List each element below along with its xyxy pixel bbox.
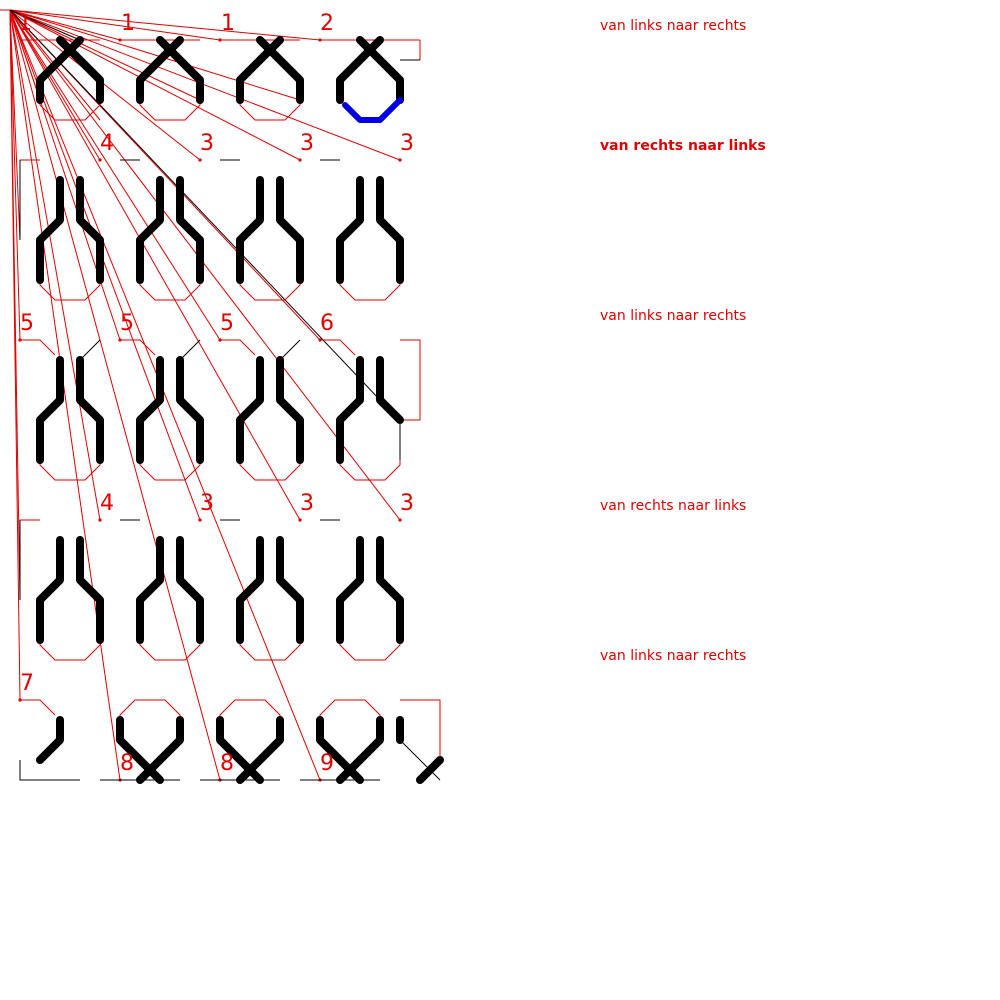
frame-outline (400, 340, 420, 460)
blue-loop (345, 100, 400, 120)
strand (140, 540, 160, 640)
loop-outline (340, 265, 400, 300)
guide-line (10, 10, 100, 520)
loop-outline (120, 700, 180, 720)
strand (280, 360, 300, 460)
tail-line (400, 740, 440, 780)
step-number-18: 8 (120, 751, 134, 776)
loop-outline (240, 265, 300, 300)
strand (40, 360, 60, 460)
frame-outline (400, 700, 440, 760)
step-number-20: 9 (320, 751, 334, 776)
anchor-dot (98, 518, 101, 521)
anchor-dot (98, 158, 101, 161)
tail-line (180, 340, 200, 360)
step-number-12: 6 (320, 311, 334, 336)
loop-outline (340, 625, 400, 660)
anchor-dot (218, 38, 221, 41)
strand (280, 180, 300, 280)
tail-line (280, 340, 300, 360)
step-number-11: 5 (220, 311, 234, 336)
step-number-3: 1 (221, 11, 235, 36)
loop-outline (140, 85, 200, 120)
anchor-dot (298, 518, 301, 521)
step-number-4: 2 (320, 11, 334, 36)
guide-line (10, 10, 220, 780)
step-number-1: 1 (18, 11, 32, 36)
strand (240, 720, 280, 780)
tail-line (80, 340, 100, 360)
strand (180, 540, 200, 640)
row-caption-5: van links naar rechts (600, 648, 747, 664)
step-number-16: 3 (400, 491, 414, 516)
guide-line (10, 10, 120, 780)
strand (380, 360, 400, 420)
step-number-14: 3 (200, 491, 214, 516)
loop-outline (320, 700, 380, 720)
strand (340, 540, 360, 640)
loop-outline (40, 625, 100, 660)
step-number-9: 5 (20, 311, 34, 336)
strand (80, 360, 100, 460)
step-number-6: 3 (200, 131, 214, 156)
strand (360, 40, 400, 100)
strand (180, 180, 200, 280)
anchor-dot (398, 158, 401, 161)
loop-outline (140, 445, 200, 480)
step-number-7: 3 (300, 131, 314, 156)
loop-outline (220, 700, 280, 720)
guide-line (10, 10, 300, 160)
strand (340, 180, 360, 280)
row-caption-3: van links naar rechts (600, 308, 747, 324)
strand (340, 720, 380, 780)
step-number-13: 4 (100, 491, 114, 516)
step-number-5: 4 (100, 131, 114, 156)
anchor-dot (398, 518, 401, 521)
top-outline (20, 340, 55, 355)
strand (180, 360, 200, 460)
bracket-outline (20, 520, 40, 600)
baseline (20, 760, 80, 780)
strand (260, 40, 300, 100)
strand (340, 360, 360, 460)
step-number-8: 3 (400, 131, 414, 156)
anchor-dot (318, 38, 321, 41)
strand (40, 540, 60, 640)
step-number-15: 3 (300, 491, 314, 516)
top-outline (20, 700, 55, 715)
anchor-dot (298, 158, 301, 161)
row-caption-4: van rechts naar links (600, 498, 747, 514)
strand (140, 720, 180, 780)
row-caption-2: van rechts naar links (600, 138, 766, 154)
loop-outline (140, 625, 200, 660)
strand (380, 540, 400, 640)
strand (280, 540, 300, 640)
strand (40, 720, 60, 760)
step-labels (18, 11, 766, 776)
row-caption-1: van links naar rechts (600, 18, 747, 34)
step-number-10: 5 (120, 311, 134, 336)
anchor-dot (118, 38, 121, 41)
step-number-17: 7 (20, 671, 34, 696)
loop-outline (240, 445, 300, 480)
guide-line (10, 10, 320, 40)
strand (80, 540, 100, 640)
anchor-dot (198, 158, 201, 161)
guide-line-black (10, 10, 380, 400)
top-outline (220, 340, 255, 355)
loop-outline (340, 445, 400, 480)
step-number-19: 8 (220, 751, 234, 776)
strand (380, 180, 400, 280)
strand (140, 360, 160, 460)
step-number-2: 1 (121, 11, 135, 36)
strand (140, 180, 160, 280)
anchor-dot (198, 518, 201, 521)
loop-outline (40, 445, 100, 480)
